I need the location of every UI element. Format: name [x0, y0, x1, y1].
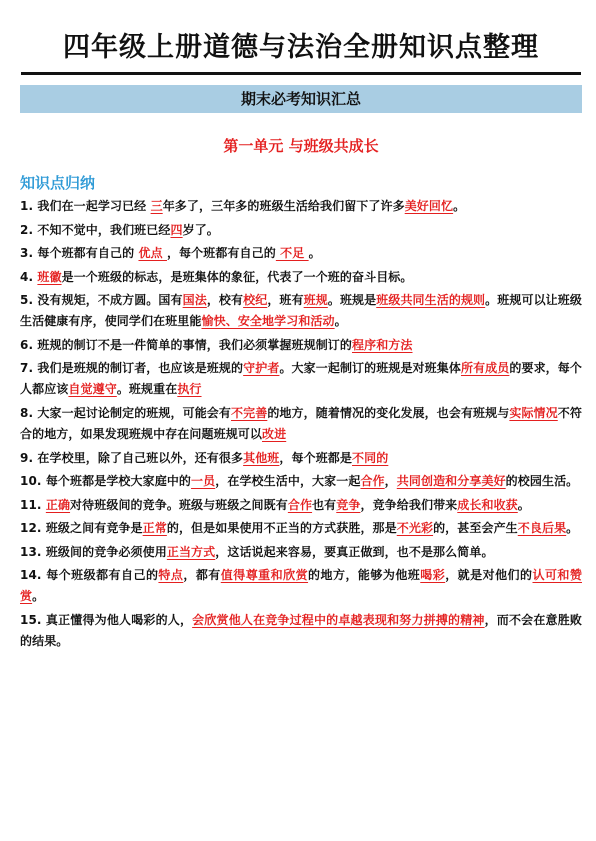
list-item: [20, 471, 582, 492]
list-item: [20, 610, 582, 652]
key-term: 不良后果: [517, 521, 567, 536]
item-text: 。班规重在: [116, 382, 178, 397]
item-text: 的地方，随着情况的变化发展，也会有班规与: [267, 405, 510, 420]
list-item: [20, 243, 582, 264]
item-text: ，竞争给我们带来: [360, 497, 458, 512]
key-term: 优点: [138, 246, 167, 260]
key-term: 愉快、安全地学习和活动: [201, 314, 335, 329]
key-term: 不完善: [231, 405, 268, 420]
key-term: 正当方式: [166, 544, 216, 559]
list-item: [20, 448, 582, 469]
key-term: 合作: [360, 474, 385, 489]
key-term: 所有成员: [460, 361, 510, 376]
key-term: 值得尊重和欣赏: [220, 568, 309, 583]
key-term: 执行: [177, 382, 202, 397]
key-term: 不足: [275, 246, 309, 260]
list-item: [20, 495, 582, 516]
key-term: 国法: [182, 293, 207, 307]
item-text: 11.: [20, 497, 46, 512]
item-text: 12. 班级之间有竞争是: [20, 521, 143, 536]
item-text: 。: [566, 521, 579, 536]
key-term: 正确: [45, 497, 71, 512]
item-text: 1. 我们在一起学习已经: [20, 199, 151, 213]
item-text: 13. 班级间的竞争必须使用: [20, 544, 167, 559]
key-term: 成长和收获: [457, 497, 518, 512]
item-text: 。: [32, 589, 45, 604]
item-text: 。班规是: [327, 293, 377, 307]
item-text: 也有: [312, 497, 337, 512]
item-text: ，每个班都有自己的: [166, 246, 276, 260]
item-text: 2. 不知不觉中，我们班已经: [20, 222, 171, 237]
key-term: 不同的: [352, 450, 389, 465]
section-title: 知识点归纳: [20, 174, 96, 192]
key-term: 班规: [303, 293, 328, 307]
list-item: [20, 267, 582, 288]
item-text: 5. 没有规矩，不成方圆。国有: [20, 293, 183, 307]
list-item: [20, 518, 582, 539]
item-text: 的，甚至会产生: [433, 521, 518, 536]
key-term: 班徽: [37, 269, 62, 284]
item-text: 6. 班规的制订不是一件简单的事情，我们必须掌握班规制订的: [20, 337, 352, 352]
item-text: 4.: [20, 269, 38, 284]
key-term: 特点: [158, 568, 184, 583]
unit-title: 第一单元 与班级共成长: [223, 137, 379, 155]
item-text: ，在学校生活中，大家一起: [215, 474, 361, 489]
item-text: 。: [517, 497, 530, 512]
item-text: 3. 每个班都有自己的: [20, 246, 139, 260]
item-text: 15. 真正懂得为他人喝彩的人，: [20, 612, 193, 627]
item-text: 不符合的地方，如果发现班规中存在问题班规可以: [20, 405, 582, 442]
item-text: ，这话说起来容易，要真正做到，也不是那么简单。: [215, 544, 494, 559]
item-text: ，校有: [206, 293, 244, 307]
knowledge-list: [20, 196, 582, 652]
key-term: 程序和方法: [352, 337, 413, 352]
key-term: 合作: [287, 497, 313, 512]
item-text: ，就是对他们的: [445, 568, 533, 583]
key-term: 不光彩: [396, 521, 434, 536]
list-item: [20, 196, 582, 217]
item-text: ，班有: [267, 293, 304, 307]
item-text: 的地方，能够为他班: [308, 568, 421, 583]
item-text: 。: [334, 314, 347, 329]
key-term: 竞争: [336, 497, 361, 512]
item-text: 的校园生活。: [505, 474, 579, 489]
item-text: 年多了，三年多的班级生活给我们留下了许多: [162, 199, 405, 213]
item-text: 。: [308, 246, 321, 260]
item-text: 对待班级间的竞争。班级与班级之间既有: [70, 497, 288, 512]
item-text: ，每个班都是: [279, 450, 353, 465]
list-item: [20, 335, 582, 356]
key-term: 其他班: [243, 450, 280, 465]
item-text: ，而不会在意胜败的结果。: [20, 612, 582, 649]
list-item: [20, 220, 582, 241]
document-page: [0, 30, 596, 841]
item-text: 。班规可以让班级生活健康有序，使同学们在班里能: [20, 293, 582, 329]
list-item: [20, 565, 582, 607]
key-term: 共同创造和分享美好: [396, 474, 506, 489]
item-text: 。大家一起制订的班规是对班集体: [279, 361, 461, 376]
list-item: [20, 358, 582, 400]
item-text: 10. 每个班都是学校大家庭中的: [20, 474, 192, 489]
key-term: 认可和赞赏: [20, 568, 582, 604]
key-term: 三: [150, 199, 163, 213]
key-term: 喝彩: [420, 568, 446, 583]
key-term: 改进: [262, 427, 287, 442]
key-term: 守护者: [243, 361, 280, 376]
list-item: [20, 542, 582, 563]
key-term: 四: [170, 222, 183, 237]
item-text: 岁了。: [182, 222, 219, 237]
item-text: 是一个班级的标志，是班集体的象征，代表了一个班的奋斗目标。: [61, 269, 413, 284]
item-text: 8. 大家一起讨论制定的班规，可能会有: [20, 405, 232, 420]
key-term: 校纪: [243, 293, 268, 307]
item-text: 的，但是如果使用不正当的方式获胜，那是: [166, 521, 397, 536]
item-text: ，: [384, 474, 397, 489]
list-item: [20, 403, 582, 445]
item-text: 的要求，每个人都应该: [20, 361, 582, 397]
key-term: 实际情况: [509, 405, 558, 420]
item-text: 14. 每个班级都有自己的: [20, 568, 159, 583]
subtitle-banner: 期末必考知识汇总: [20, 85, 582, 113]
list-item: [20, 290, 582, 332]
key-term: 一员: [191, 474, 216, 489]
key-term: 会欣赏他人在竞争过程中的卓越表现和努力拼搏的精神: [192, 612, 485, 627]
key-term: 班级共同生活的规则: [376, 293, 486, 307]
item-text: 9. 在学校里，除了自己班以外，还有很多: [20, 450, 244, 465]
item-text: 7. 我们是班规的制订者，也应该是班规的: [20, 361, 244, 376]
page-title: 四年级上册道德与法治全册知识点整理: [21, 30, 581, 75]
item-text: 。: [453, 199, 466, 213]
key-term: 自觉遵守: [68, 382, 117, 397]
item-text: ，都有: [183, 568, 221, 583]
key-term: 美好回忆: [404, 199, 454, 213]
key-term: 正常: [142, 521, 167, 536]
